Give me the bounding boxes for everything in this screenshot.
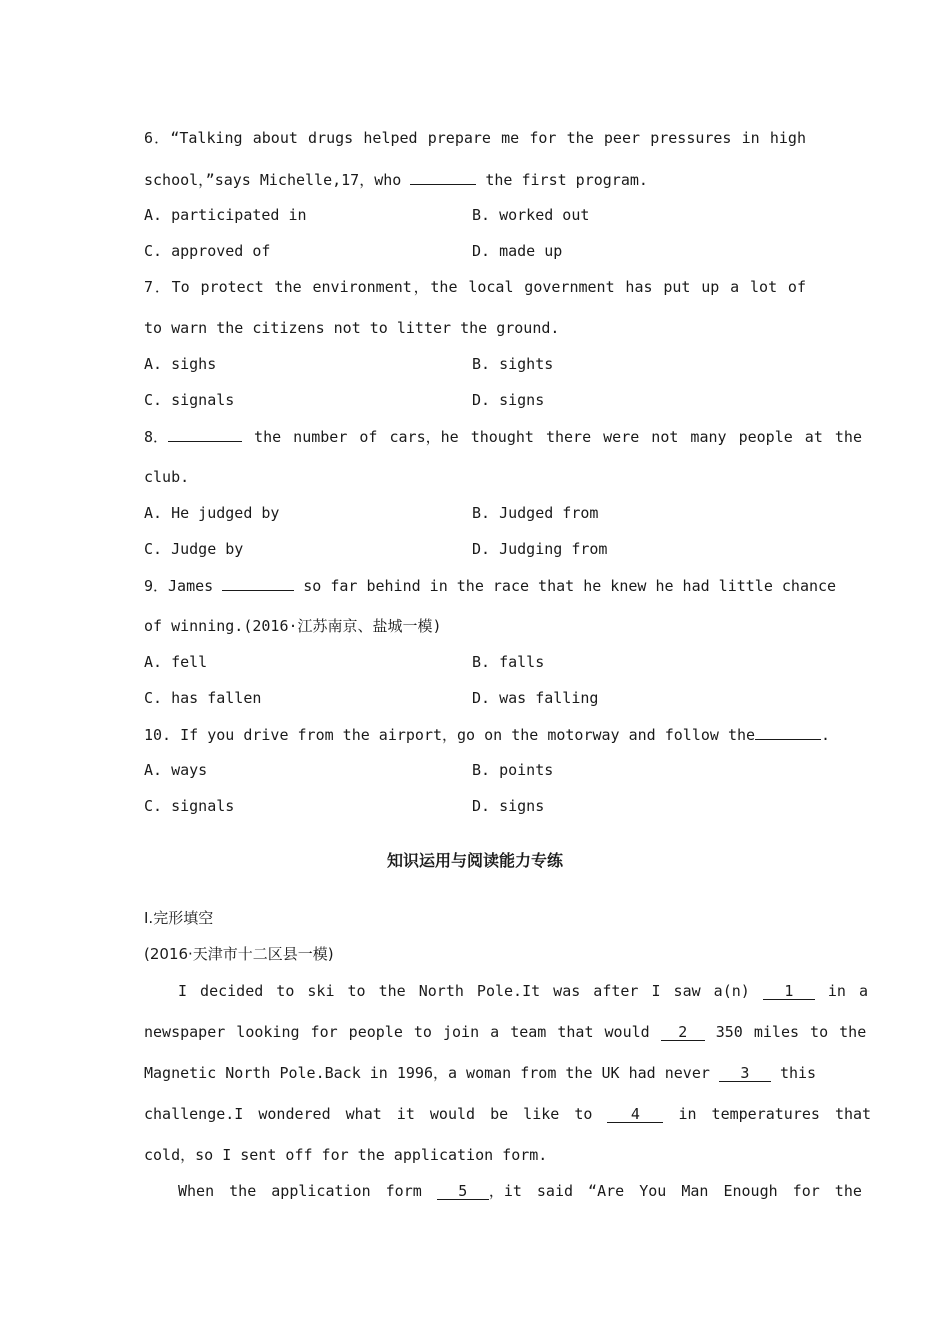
- q9-line2: of winning.(2016·江苏南京、盐城一模): [144, 617, 442, 635]
- q10-option-c: C. signals: [144, 797, 235, 815]
- q6-line1: 6．“Talking about drugs helped prepare me for the peer pressures in high: [144, 129, 806, 147]
- passage-text: I decided to ski to the North Pole.It was after I saw a(n): [178, 982, 763, 1000]
- passage-text: challenge.I wondered what it would be like to: [144, 1105, 608, 1123]
- passage-line1: [178, 981, 868, 1001]
- q8-answer-blank: [168, 426, 242, 442]
- passage-text: in a: [814, 982, 868, 1000]
- q7-line1: 7．To protect the environment，the local government has put up a lot of: [144, 278, 806, 296]
- cloze-blank-1[interactable]: 1: [763, 984, 815, 1000]
- q10-text-b: .: [821, 726, 831, 744]
- q8-line2: club.: [144, 468, 190, 486]
- cloze-blank-4[interactable]: 4: [607, 1107, 663, 1123]
- q10-line1: [144, 724, 831, 745]
- q6-option-c: C. approved of: [144, 242, 271, 260]
- passage-line6: [178, 1181, 862, 1201]
- q9-option-c: C. has fallen: [144, 689, 262, 707]
- q7-line2: to warn the citizens not to litter the ground.: [144, 319, 560, 337]
- part-title: Ⅰ.完形填空: [144, 909, 214, 927]
- passage-line4: [144, 1104, 872, 1124]
- q9-line1: [144, 575, 837, 596]
- q8-option-b: B. Judged from: [472, 504, 599, 522]
- q10-option-b: B. points: [472, 761, 554, 779]
- q9-text-b: so far behind in the race that he knew he had little chance: [294, 577, 837, 595]
- passage-source: (2016·天津市十二区县一模): [144, 945, 334, 963]
- passage-text: 350 miles to the: [704, 1023, 867, 1041]
- q7-option-b: B. sights: [472, 355, 554, 373]
- q8-text-a: 8．: [144, 428, 169, 446]
- cloze-blank-5[interactable]: 5: [437, 1184, 489, 1200]
- passage-text: ，it said “Are You Man Enough for the: [488, 1182, 862, 1200]
- passage-text: When the application form: [178, 1182, 437, 1200]
- q6-option-a: A. participated in: [144, 206, 307, 224]
- passage-text: this: [770, 1064, 817, 1082]
- q8-option-c: C. Judge by: [144, 540, 244, 558]
- q7-option-a: A. sighs: [144, 355, 217, 373]
- q7-option-c: C. signals: [144, 391, 235, 409]
- q10-option-d: D. signs: [472, 797, 545, 815]
- q9-option-d: D. was falling: [472, 689, 599, 707]
- cloze-blank-3[interactable]: 3: [719, 1066, 771, 1082]
- passage-text: in temperatures that: [663, 1105, 872, 1123]
- q6-option-b: B. worked out: [472, 206, 590, 224]
- q6-option-d: D. made up: [472, 242, 563, 260]
- cloze-blank-2[interactable]: 2: [661, 1025, 705, 1041]
- q9-text-a: 9．James: [144, 577, 223, 595]
- q10-option-a: A. ways: [144, 761, 208, 779]
- q9-option-b: B. falls: [472, 653, 545, 671]
- q8-option-d: D. Judging from: [472, 540, 608, 558]
- q6-line2: [144, 169, 806, 190]
- passage-line2: [144, 1022, 867, 1042]
- passage-line5: cold，so I sent off for the application form.: [144, 1146, 548, 1164]
- passage-text: newspaper looking for people to join a team that would: [144, 1023, 661, 1041]
- passage-text: Magnetic North Pole.Back in 1996，a woman from the UK had never: [144, 1064, 719, 1082]
- section-heading: 知识运用与阅读能力专练: [386, 851, 563, 870]
- q6-text-b: the first program.: [476, 171, 648, 189]
- q6-text-a: school，”says Michelle,17，who: [144, 171, 411, 189]
- passage-line3: [144, 1063, 817, 1083]
- q7-option-d: D. signs: [472, 391, 545, 409]
- q8-text-b: the number of cars，he thought there were not many people at the: [242, 428, 862, 446]
- q8-option-a: A. He judged by: [144, 504, 280, 522]
- q10-answer-blank: [755, 724, 821, 740]
- q9-option-a: A. fell: [144, 653, 208, 671]
- q6-answer-blank: [410, 169, 476, 185]
- q8-line1: [144, 426, 862, 447]
- q10-text-a: 10. If you drive from the airport，go on the motorway and follow the: [144, 726, 756, 744]
- q9-answer-blank: [222, 575, 294, 591]
